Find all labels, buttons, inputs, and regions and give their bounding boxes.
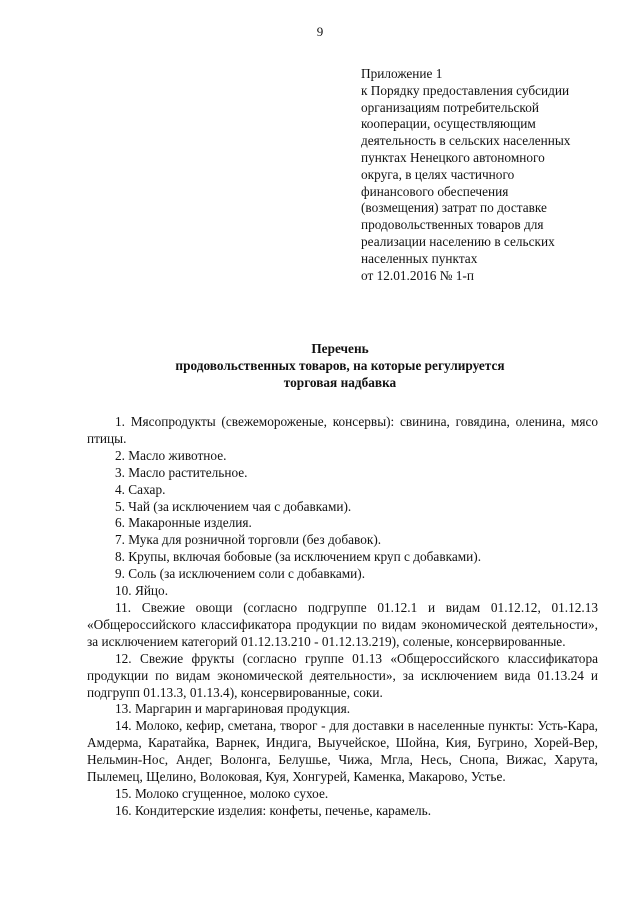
list-item: 9. Соль (за исключением соли с добавками). (115, 566, 366, 582)
list-item: 13. Маргарин и маргариновая продукция. (115, 701, 351, 717)
appendix-line: пунктах Ненецкого автономного (361, 149, 545, 165)
appendix-line: деятельность в сельских населенных (361, 133, 571, 149)
list-item: 7. Мука для розничной торговли (без добавок). (115, 532, 382, 548)
list-item: 15. Молоко сгущенное, молоко сухое. (115, 785, 329, 801)
title-line-2: продовольственных товаров, на которые регулируется (175, 358, 505, 373)
list-item: 10. Яйцо. (115, 583, 169, 599)
list-item: 4. Сахар. (115, 481, 166, 497)
appendix-line: реализации населению в сельских (361, 233, 555, 249)
page-number: 9 (316, 24, 324, 39)
appendix-line: финансового обеспечения (361, 183, 509, 199)
appendix-line: организациям потребительской (361, 99, 539, 115)
list-item: 12. Свежие фрукты (согласно группе 01.13 «Общероссийского классификатора продукции по видам экономической деятельности», за исключением вида 01.13.24 и подгрупп 01.13.3, 01.13.4), консервированные, соки. (87, 650, 598, 700)
appendix-line: населенных пунктах (361, 250, 478, 266)
appendix-line: к Порядку предоставления субсидии (361, 82, 570, 98)
appendix-line: Приложение 1 (361, 66, 443, 81)
list-item: 5. Чай (за исключением чая с добавками). (115, 498, 352, 514)
list-item: 3. Масло растительное. (115, 464, 248, 480)
appendix-line: от 12.01.2016 № 1-п (361, 267, 474, 283)
appendix-header (361, 66, 616, 284)
appendix-line: продовольственных товаров для (361, 217, 544, 233)
title-line-1: Перечень (311, 341, 369, 356)
appendix-line: кооперации, осуществляющим (361, 116, 536, 132)
list-item: 2. Масло животное. (115, 447, 227, 463)
document-title (60, 340, 620, 391)
list-item: 14. Молоко, кефир, сметана, творог - для доставки в населенные пункты: Усть-Кара, Амдерма, Каратайка, Варнек, Индига, Выучейское, Шойна, Кия, Бугрино, Хорей-Вер, Нельмин-Нос, Андег, Волонга, Белушье, Чижа, Мгла, Несь, Снопа, Вижас, Харута, Пылемец, Щелино, Волоковая, Куя, Хонгурей, Каменка, Макарово, Устье. (87, 718, 598, 785)
appendix-line: округа, в целях частичного (361, 166, 515, 182)
list-item: 11. Свежие овощи (согласно подгруппе 01.12.1 и видам 01.12.12, 01.12.13 «Общероссийского классификатора продукции по видам экономической деятельности», за исключением категорий 01.12.13.210 - 01.12.13.219), соленые, консервированные. (87, 599, 598, 649)
product-list (87, 414, 598, 820)
list-item: 6. Макаронные изделия. (115, 515, 252, 531)
title-line-3: торговая надбавка (283, 375, 397, 390)
list-item: 16. Кондитерские изделия: конфеты, печенье, карамель. (115, 802, 432, 818)
list-item: 8. Крупы, включая бобовые (за исключением круп с добавками). (115, 549, 482, 565)
appendix-line: (возмещения) затрат по доставке (361, 200, 547, 216)
list-item: 1. Мясопродукты (свежемороженые, консервы): свинина, говядина, оленина, мясо птицы. (87, 414, 598, 446)
